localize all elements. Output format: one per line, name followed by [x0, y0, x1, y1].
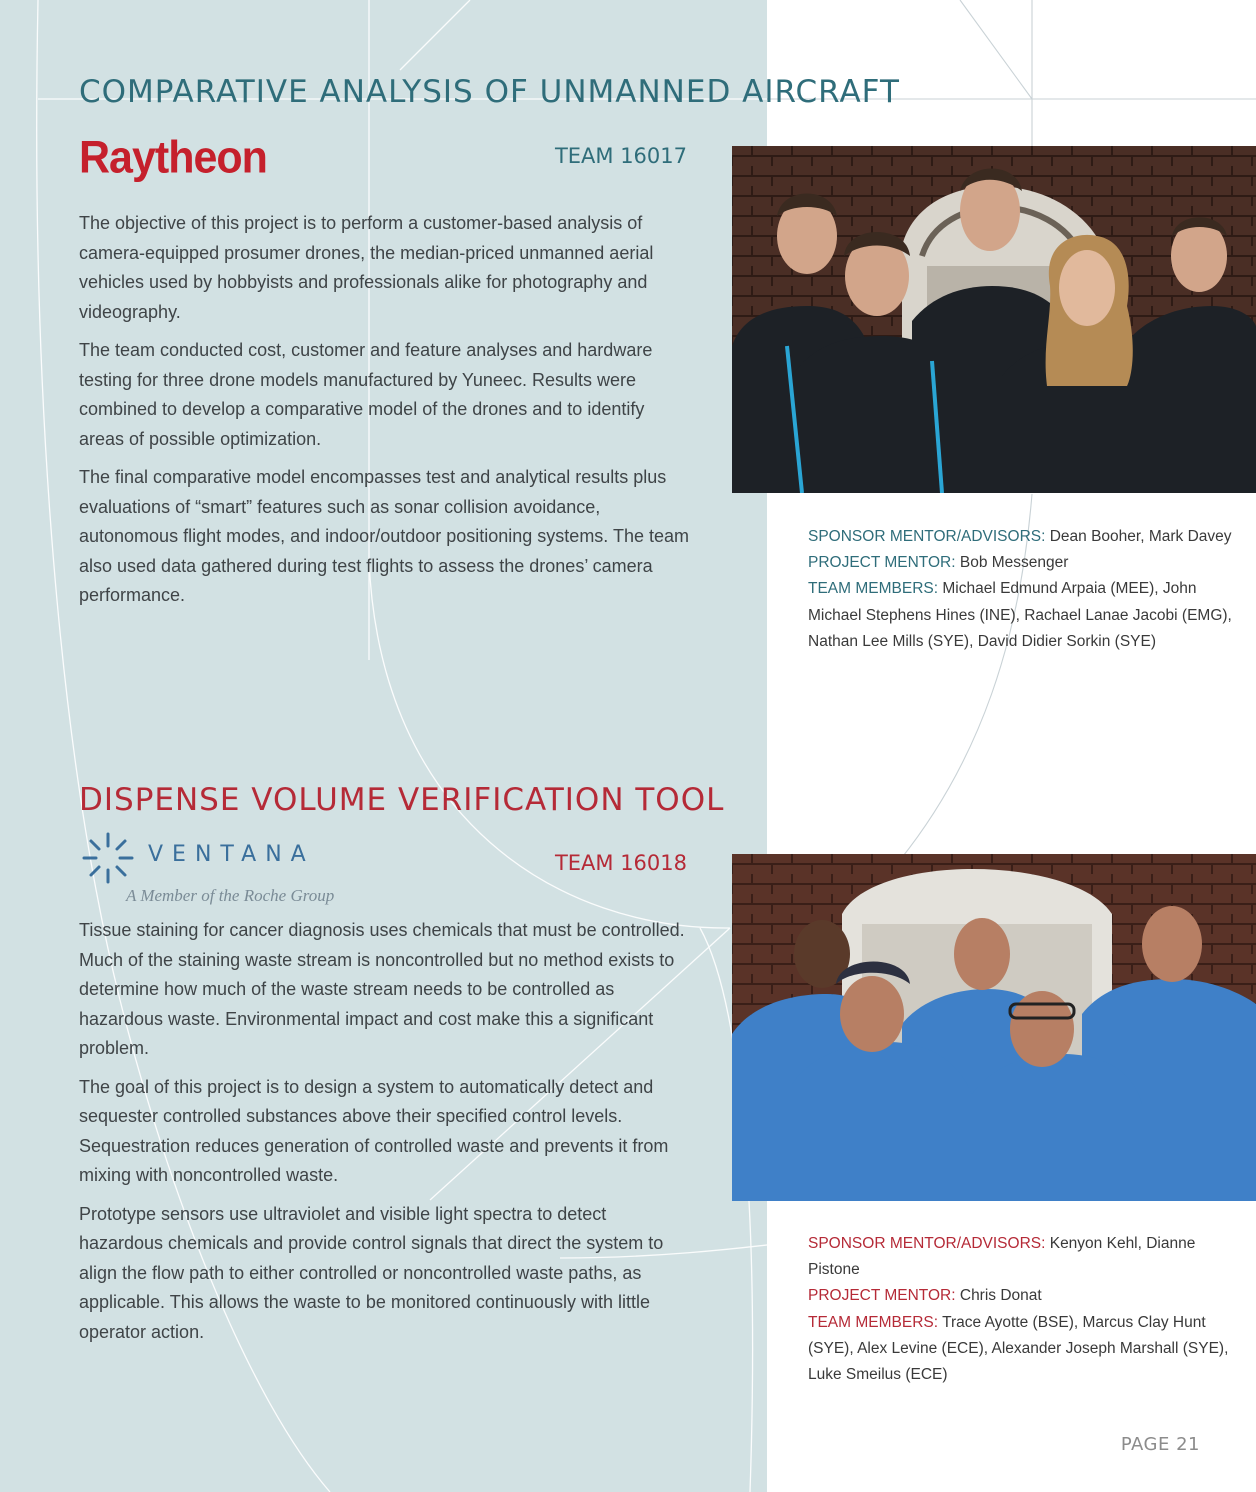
section1-paragraph: The team conducted cost, customer and feature analyses and hardware testing for three drone models manufactured by Yuneec. Results were combined to develop a comparative model of the drones and to identify areas of possible optimization. — [79, 340, 653, 449]
ventana-logo — [78, 830, 368, 910]
team-16018-photo — [732, 854, 1256, 1201]
section2-team-number: TEAM 16018 — [554, 851, 687, 875]
members-label: TEAM MEMBERS: — [808, 1313, 939, 1331]
sponsor-value: Kenyon Kehl, Dianne Pistone — [808, 1235, 1196, 1279]
section2-paragraph: The goal of this project is to design a system to automatically detect and sequester controlled substances above their specified control levels. Sequestration reduces generation of controlled waste and prevents it from mixing with noncontrolled waste. — [79, 1076, 669, 1185]
mentor-value: Chris Donat — [955, 1287, 1042, 1305]
mentor-label: PROJECT MENTOR: — [808, 554, 956, 572]
sponsor-value: Dean Booher, Mark Davey — [1045, 528, 1232, 545]
members-value: Michael Edmund Arpaia (MEE), John Michael Stephens Hines (INE), Rachael Lanae Jacobi (EMG), Nathan Lee Mills (SYE), David Didier Sorkin (SYE) — [808, 580, 1232, 650]
section1-credits — [808, 524, 1238, 655]
section2-paragraph: Tissue staining for cancer diagnosis uses chemicals that must be controlled. Much of the staining waste stream is noncontrolled but no method exists to determine how much of the waste stream needs to be controlled as hazardous waste. Environmental impact and cost make this a significant problem. — [79, 920, 685, 1058]
section1-title: COMPARATIVE ANALYSIS OF UNMANNED AIRCRAFT — [79, 74, 900, 110]
ventana-wordmark: VENTANA — [148, 842, 315, 867]
sponsor-label: SPONSOR MENTOR/ADVISORS: — [808, 1235, 1046, 1252]
section1-team-number: TEAM 16017 — [554, 144, 687, 168]
mentor-value: Bob Messenger — [955, 554, 1069, 572]
ventana-tagline: A Member of the Roche Group — [126, 886, 335, 905]
section2-body — [79, 916, 694, 1356]
section2-credits — [808, 1231, 1238, 1388]
raytheon-logo: Raytheon — [79, 132, 267, 184]
team-16017-photo — [732, 146, 1256, 493]
section2-paragraph: Prototype sensors use ultraviolet and visible light spectra to detect hazardous chemicals and provide control signals that direct the system to align the flow path to either controlled or noncontrolled waste paths, as applicable. This allows the waste to be monitored continuously with little operator action. — [79, 1203, 664, 1342]
page-number: PAGE 21 — [1120, 1434, 1200, 1455]
section2-title: DISPENSE VOLUME VERIFICATION TOOL — [79, 782, 725, 818]
ventana-star-icon — [78, 830, 138, 886]
sponsor-label: SPONSOR MENTOR/ADVISORS: — [808, 528, 1046, 545]
section1-paragraph: The objective of this project is to perform a customer-based analysis of camera-equipped prosumer drones, the median-priced unmanned aerial vehicles used by hobbyists and professionals alike for photography and videography. — [79, 213, 654, 322]
members-value: Trace Ayotte (BSE), Marcus Clay Hunt (SYE), Alex Levine (ECE), Alexander Joseph Marshall (SYE), Luke Smeilus (ECE) — [808, 1313, 1229, 1384]
section1-paragraph: The final comparative model encompasses test and analytical results plus evaluations of “smart” features such as sonar collision avoidance, autonomous flight modes, and indoor/outdoor positioning systems. The team also used data gathered during test flights to assess the drones’ camera performance. — [79, 467, 690, 605]
section1-body — [79, 209, 694, 620]
mentor-label: PROJECT MENTOR: — [808, 1287, 956, 1305]
members-label: TEAM MEMBERS: — [808, 580, 939, 598]
